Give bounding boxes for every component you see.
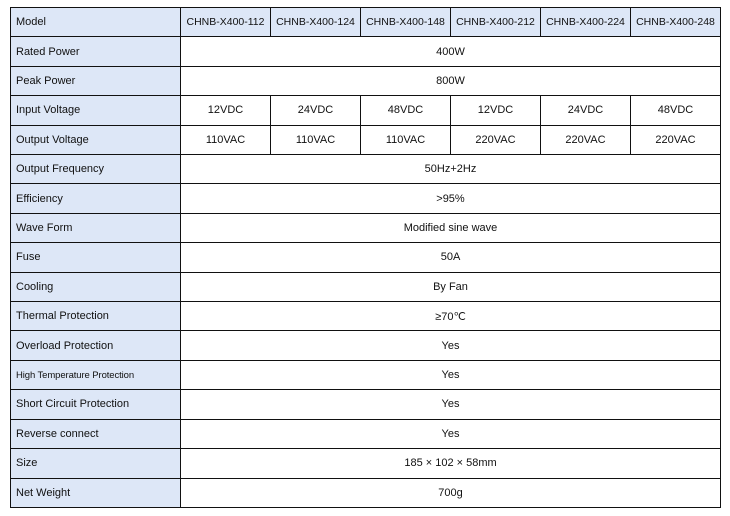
table-row [11, 243, 721, 272]
row-value: 400W [181, 37, 721, 66]
row-value: 110VAC [271, 125, 361, 154]
model-name: CHNB-X400-212 [451, 8, 541, 37]
row-value: 50Hz+2Hz [181, 155, 721, 184]
table-row [11, 155, 721, 184]
row-label: Net Weight [11, 478, 181, 508]
spec-table [10, 7, 721, 508]
row-value: 220VAC [451, 125, 541, 154]
row-label: Cooling [11, 272, 181, 301]
table-row [11, 125, 721, 154]
row-value: 24VDC [541, 96, 631, 125]
table-row [11, 66, 721, 95]
table-row [11, 449, 721, 478]
row-label: Wave Form [11, 213, 181, 242]
table-row [11, 302, 721, 331]
row-label: Output Frequency [11, 155, 181, 184]
row-label: Short Circuit Protection [11, 390, 181, 419]
row-value: Yes [181, 390, 721, 419]
row-label: Rated Power [11, 37, 181, 66]
model-name: CHNB-X400-124 [271, 8, 361, 37]
row-value: 110VAC [361, 125, 451, 154]
row-value: 185 × 102 × 58mm [181, 449, 721, 478]
table-row [11, 272, 721, 301]
model-name: CHNB-X400-148 [361, 8, 451, 37]
row-value: 24VDC [271, 96, 361, 125]
table-row [11, 213, 721, 242]
table-row [11, 37, 721, 66]
row-label: Efficiency [11, 184, 181, 213]
row-value: 110VAC [181, 125, 271, 154]
row-value: Yes [181, 360, 721, 389]
table-row [11, 184, 721, 213]
row-label: High Temperature Protection [11, 360, 181, 389]
row-label: Overload Protection [11, 331, 181, 360]
row-value: 220VAC [631, 125, 721, 154]
row-label: Size [11, 449, 181, 478]
table-row [11, 419, 721, 448]
row-value: Modified sine wave [181, 213, 721, 242]
row-label: Thermal Protection [11, 302, 181, 331]
table-row [11, 390, 721, 419]
row-value: 12VDC [451, 96, 541, 125]
row-value: 48VDC [631, 96, 721, 125]
model-name: CHNB-X400-112 [181, 8, 271, 37]
table-row [11, 96, 721, 125]
row-value: 48VDC [361, 96, 451, 125]
row-label: Input Voltage [11, 96, 181, 125]
model-name: CHNB-X400-248 [631, 8, 721, 37]
header-row [11, 8, 721, 37]
table-row [11, 360, 721, 389]
table-row [11, 478, 721, 508]
row-value: By Fan [181, 272, 721, 301]
row-value: ≥70℃ [181, 302, 721, 331]
row-value: Yes [181, 331, 721, 360]
row-label: Reverse connect [11, 419, 181, 448]
row-label: Fuse [11, 243, 181, 272]
row-value: 12VDC [181, 96, 271, 125]
row-label: Peak Power [11, 66, 181, 95]
row-value: >95% [181, 184, 721, 213]
row-value: 220VAC [541, 125, 631, 154]
table-row [11, 331, 721, 360]
row-value: 50A [181, 243, 721, 272]
row-label: Output Voltage [11, 125, 181, 154]
row-value: 700g [181, 478, 721, 508]
model-name: CHNB-X400-224 [541, 8, 631, 37]
row-value: Yes [181, 419, 721, 448]
model-label: Model [11, 8, 181, 37]
row-value: 800W [181, 66, 721, 95]
